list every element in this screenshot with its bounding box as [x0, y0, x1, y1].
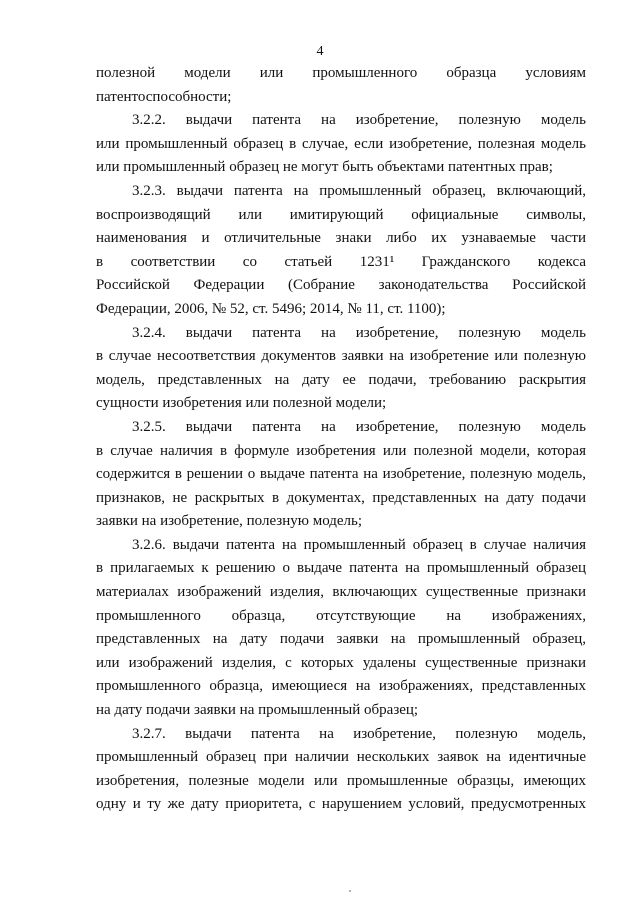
text-line: 3.2.2. выдачи патента на изобретение, полезную модель: [132, 112, 586, 129]
text-line: заявки на изобретение, полезную модель;: [96, 513, 363, 530]
text-line: Российской Федерации (Собрание законодательства Российской: [96, 277, 586, 294]
text-line: сущности изобретения или полезной модели;: [96, 395, 387, 412]
paragraph-3-2-7: [96, 723, 586, 817]
text-line: промышленного образца, имеющиеся на изображениях, представленных: [96, 678, 586, 695]
text-line: материалах изображений изделия, включающих существенные признаки: [96, 584, 586, 601]
paragraph-3-2-2: [96, 109, 586, 180]
text-line: 3.2.5. выдачи патента на изобретение, полезную модель: [132, 418, 586, 435]
text-line: 3.2.7. выдачи патента на изобретение, полезную модель,: [132, 725, 586, 742]
scan-speck: [349, 890, 351, 892]
text-line: модель, представленных на дату ее подачи, требованию раскрытия: [96, 371, 586, 388]
text-line: наименования и отличительные знаки либо их узнаваемые части: [96, 230, 586, 247]
text-line: промышленного образца, отсутствующие на изображениях,: [96, 607, 586, 624]
text-line: в случае наличия в формуле изобретения или полезной модели, которая: [96, 442, 586, 459]
text-line: или промышленный образец не могут быть объектами патентных прав;: [96, 159, 553, 176]
text-line: или промышленный образец в случае, если изобретение, полезная модель: [96, 135, 586, 152]
paragraph-3-2-5: [96, 416, 586, 534]
text-line: изобретения, полезные модели или промышленные образцы, имеющих: [96, 772, 586, 789]
text-line: 3.2.3. выдачи патента на промышленный образец, включающий,: [132, 182, 586, 199]
text-line: полезной модели или промышленного образца условиям: [96, 65, 586, 81]
text-line: или изображений изделия, с которых удалены существенные признаки: [96, 654, 586, 671]
page-number: 4: [316, 44, 324, 59]
text-line: в соответствии со статьей 1231¹ Гражданского кодекса: [96, 253, 586, 270]
text-line: на дату подачи заявки на промышленный образец;: [96, 702, 419, 719]
paragraph-3-2-4: [96, 322, 586, 416]
text-line: воспроизводящий или имитирующий официальные символы,: [96, 206, 586, 223]
text-line: представленных на дату подачи заявки на промышленный образец,: [96, 631, 586, 648]
text-line: патентоспособности;: [96, 88, 232, 105]
paragraph-3-2-6: [96, 534, 586, 723]
text-line: 3.2.6. выдачи патента на промышленный образец в случае наличия: [132, 536, 586, 553]
text-line: 3.2.4. выдачи патента на изобретение, полезную модель: [132, 324, 586, 341]
document-body: [96, 62, 586, 817]
text-line: содержится в решении о выдаче патента на изобретение, полезную модель,: [96, 466, 586, 483]
text-line: одну и ту же дату приоритета, с нарушением условий, предусмотренных: [96, 796, 586, 813]
paragraph-3-2-3: [96, 180, 586, 322]
text-line: признаков, не раскрытых в документах, представленных на дату подачи: [96, 489, 586, 506]
text-line: промышленный образец при наличии нескольких заявок на идентичные: [96, 749, 586, 766]
text-line: в случае несоответствия документов заявки на изобретение или полезную: [96, 348, 586, 365]
text-line: в прилагаемых к решению о выдаче патента на промышленный образец: [96, 560, 586, 577]
paragraph: [96, 62, 586, 109]
text-line: Федерации, 2006, № 52, ст. 5496; 2014, № 11, ст. 1100);: [96, 300, 446, 317]
